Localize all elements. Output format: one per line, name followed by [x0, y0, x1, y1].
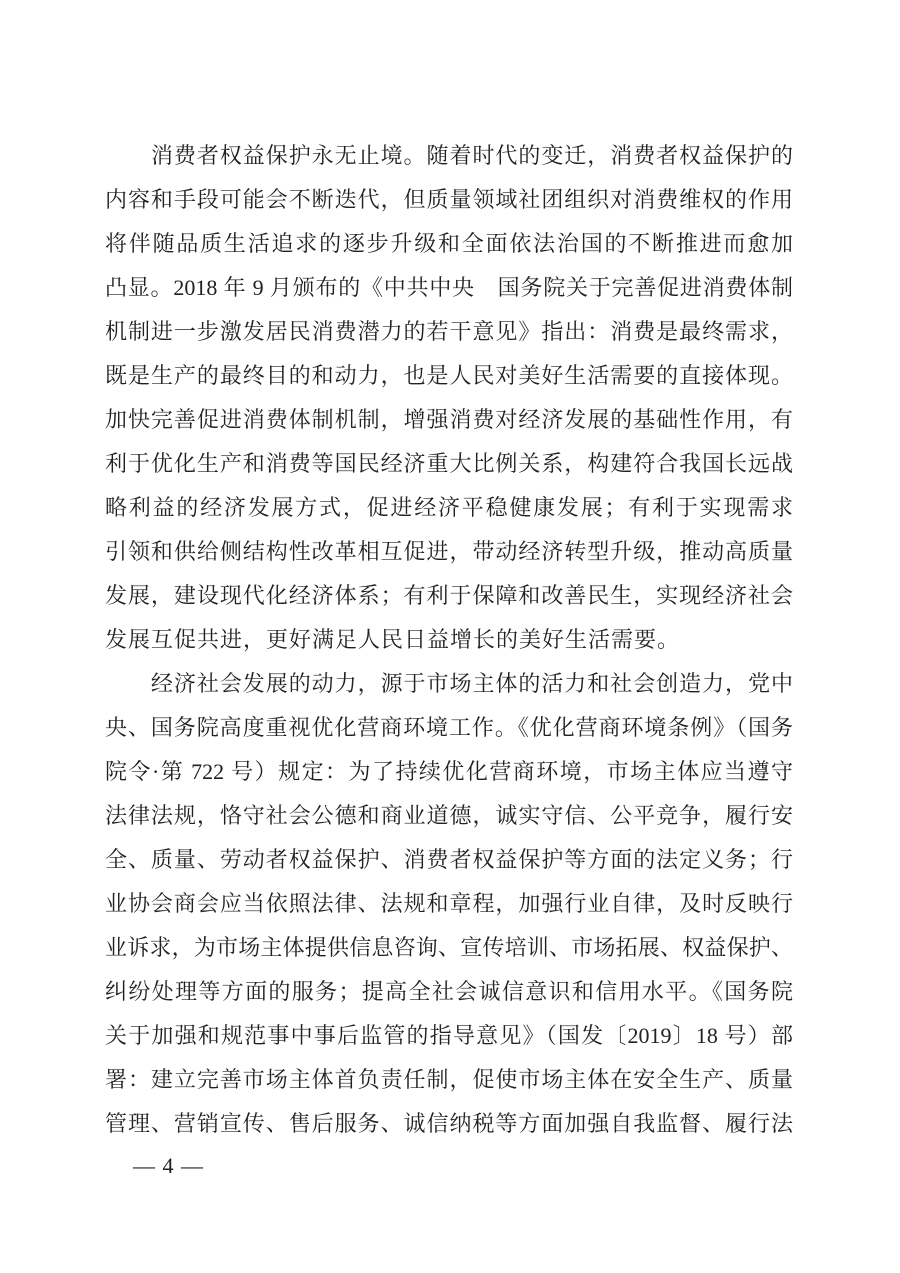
document-line: 全、质量、劳动者权益保护、消费者权益保护等方面的法定义务；行 — [105, 847, 793, 872]
page-number: — 4 — — [133, 1153, 204, 1178]
document-line: 略利益的经济发展方式，促进经济平稳健康发展；有利于实现需求 — [105, 495, 793, 520]
document-line: 关于加强和规范事中事后监管的指导意见》（国发〔2019〕18 号）部 — [105, 1023, 793, 1048]
document-line: 将伴随品质生活追求的逐步升级和全面依法治国的不断推进而愈加 — [105, 231, 793, 256]
document-line: 业诉求，为市场主体提供信息咨询、宣传培训、市场拓展、权益保护、 — [105, 935, 793, 960]
document-line: 发展，建设现代化经济体系；有利于保障和改善民生，实现经济社会 — [105, 583, 793, 608]
document-line: 经济社会发展的动力，源于市场主体的活力和社会创造力，党中 — [105, 671, 793, 696]
document-line: 纠纷处理等方面的服务；提高全社会诚信意识和信用水平。《国务院 — [105, 979, 793, 1004]
document-line: 署：建立完善市场主体首负责任制，促使市场主体在安全生产、质量 — [105, 1067, 793, 1092]
document-line: 机制进一步激发居民消费潜力的若干意见》指出：消费是最终需求， — [105, 319, 793, 344]
text-block — [105, 134, 793, 1146]
document-line: 凸显。2018 年 9 月颁布的《中共中央 国务院关于完善促进消费体制 — [105, 275, 793, 300]
document-line: 加快完善促进消费体制机制，增强消费对经济发展的基础性作用，有 — [105, 407, 793, 432]
document-line: 消费者权益保护永无止境。随着时代的变迁，消费者权益保护的 — [105, 143, 793, 168]
document-line: 发展互促共进，更好满足人民日益增长的美好生活需要。 — [105, 627, 681, 652]
document-line: 利于优化生产和消费等国民经济重大比例关系，构建符合我国长远战 — [105, 451, 793, 476]
document-line: 法律法规，恪守社会公德和商业道德，诚实守信、公平竞争，履行安 — [105, 803, 793, 828]
document-line: 央、国务院高度重视优化营商环境工作。《优化营商环境条例》（国务 — [105, 715, 793, 740]
document-line: 业协会商会应当依照法律、法规和章程，加强行业自律，及时反映行 — [105, 891, 793, 916]
document-line: 内容和手段可能会不断迭代，但质量领域社团组织对消费维权的作用 — [105, 187, 793, 212]
document-line: 既是生产的最终目的和动力，也是人民对美好生活需要的直接体现。 — [105, 363, 793, 388]
document-line: 引领和供给侧结构性改革相互促进，带动经济转型升级，推动高质量 — [105, 539, 793, 564]
document-line: 管理、营销宣传、售后服务、诚信纳税等方面加强自我监督、履行法 — [105, 1111, 793, 1136]
document-line: 院令·第 722 号）规定：为了持续优化营商环境，市场主体应当遵守 — [105, 759, 793, 784]
